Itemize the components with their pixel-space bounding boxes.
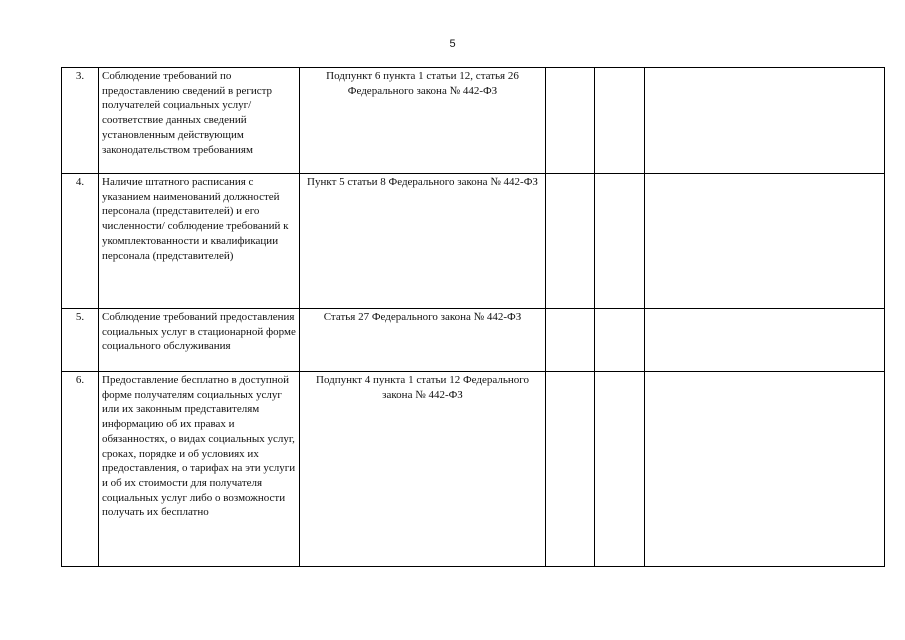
row-number-cell: 5.: [62, 309, 99, 372]
requirement-cell: Предоставление бесплатно в доступной форме получателям социальных услуг или их законным представителям информацию об их правах и обязанностях, о видах социальных услуг, сроках, порядке и об условиях их предоставления, о тарифах на эти услуги и об их стоимости для получателя социальных услуг либо о возможности получать их бесплатно: [99, 372, 300, 567]
empty-cell-yes: [546, 174, 595, 309]
empty-cell-notes: [645, 309, 885, 372]
legal-basis-cell: Подпункт 4 пункта 1 статьи 12 Федерального закона № 442-ФЗ: [300, 372, 546, 567]
empty-cell-notes: [645, 372, 885, 567]
empty-cell-notes: [645, 174, 885, 309]
empty-cell-yes: [546, 68, 595, 174]
empty-cell-yes: [546, 309, 595, 372]
empty-cell-no: [595, 68, 645, 174]
empty-cell-notes: [645, 68, 885, 174]
requirement-cell: Наличие штатного расписания с указанием наименований должностей персонала (представителей) и его численности/ соблюдение требований к укомплектованности и квалификации персонала (представителей): [99, 174, 300, 309]
checklist-table: [61, 67, 885, 567]
table-row: [62, 174, 885, 309]
table-row: [62, 68, 885, 174]
empty-cell-yes: [546, 372, 595, 567]
legal-basis-cell: Статья 27 Федерального закона № 442-ФЗ: [300, 309, 546, 372]
legal-basis-cell: Подпункт 6 пункта 1 статьи 12, статья 26 Федерального закона № 442-ФЗ: [300, 68, 546, 174]
empty-cell-no: [595, 309, 645, 372]
table-row: [62, 372, 885, 567]
row-number-cell: 3.: [62, 68, 99, 174]
requirement-cell: Соблюдение требований предоставления социальных услуг в стационарной форме социального обслуживания: [99, 309, 300, 372]
row-number-cell: 6.: [62, 372, 99, 567]
empty-cell-no: [595, 174, 645, 309]
empty-cell-no: [595, 372, 645, 567]
row-number-cell: 4.: [62, 174, 99, 309]
requirement-cell: Соблюдение требований по предоставлению сведений в регистр получателей социальных услуг/соответствие данных сведений установленным действующим законодательством требованиям: [99, 68, 300, 174]
page-number: 5: [449, 38, 456, 50]
legal-basis-cell: Пункт 5 статьи 8 Федерального закона № 442-ФЗ: [300, 174, 546, 309]
table-row: [62, 309, 885, 372]
